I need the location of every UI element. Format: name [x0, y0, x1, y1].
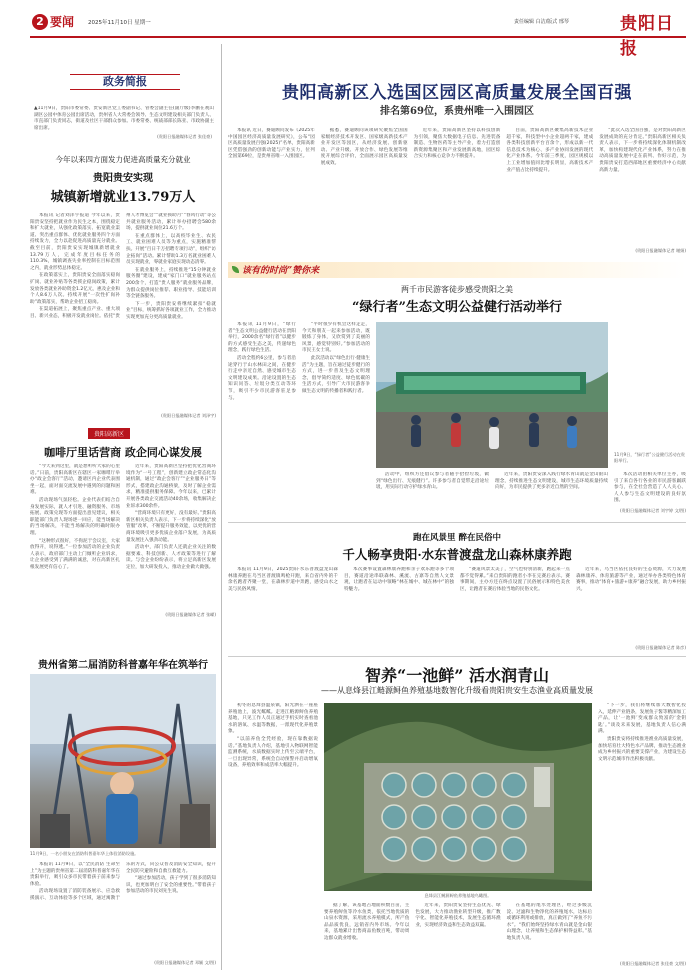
issue-date: 2025年11月10日 星期一 — [88, 20, 151, 26]
employment-paragraph: 在就业服务上，持续推进“15分钟就业服务圈”建设，建成“家门口”就业服务站点200余个，打造“贵人服务”就业服务品牌，为群众提供岗位推荐、职业指导、技能培训等全链条服务。 — [126, 267, 216, 300]
fisheries-paragraph: 贵阳贵安将持续推进渔业高质量发展，加快培育壮大特色水产品牌，推动生态渔业成为乡村振兴的重要支撑产业，为建设生态文明示范城市作出积极贡献。 — [598, 736, 686, 762]
greenwalk-photo-caption: 11月9日，“绿行者”公益健行活动在贵阳举行。 — [614, 452, 685, 463]
park-subtitle: 排名第69位，系贵州唯一入围园区 — [380, 106, 534, 117]
greenwalk-paragraph: 近年来，贵阳贵安深入践行绿水青山就是金山银山理念，持续推进生态文明建设，城市生态环境质量持续向好，为市民提供了更多亲近自然的空间。 — [495, 472, 608, 491]
employment-article — [30, 146, 216, 426]
greenwalk-title: “绿行者”生态文明公益健行活动举行 — [352, 300, 562, 315]
page-number-badge: 2 — [32, 14, 48, 30]
greenwalk-article — [228, 282, 686, 518]
brief-title-bar — [70, 74, 180, 90]
greenwalk-body-left — [228, 322, 370, 514]
fisheries-photo — [324, 703, 592, 891]
firesafety-paragraph: “通过参加活动，孩子学到了很多消防知识，也更加明白了安全的重要性。”带着孩子参加活动的市民刘先生说。 — [126, 876, 216, 895]
park-article — [228, 44, 686, 260]
employment-title-2: 城镇新增就业13.79万人 — [50, 190, 196, 205]
marathon-body — [228, 567, 686, 647]
fisheries-body-left — [228, 703, 318, 965]
cafe-byline: (贵阳日报融媒体记者 张嵘) — [165, 612, 216, 617]
park-body — [228, 128, 686, 250]
greenwalk-byline: (贵阳日报融媒体记者 刘宇婷 文/图) — [620, 508, 686, 513]
fisheries-body-right — [598, 703, 686, 957]
masthead — [26, 10, 690, 59]
park-paragraph: 目前，贵阳高新区聚集高新技术企业超千家，科技型中小企业超两千家，建成各类科技创新平台百余个，形成以新一代信息技术为核心、多产业协同发展的现代化产业体系。今年前三季度，园区规模以上工业增加值同比增长明显，高新技术产业产值占比持续提升。 — [506, 128, 594, 173]
newspaper-logo: 贵阳日报 — [620, 14, 674, 59]
greenwalk-body-right — [614, 472, 686, 506]
brief-body: ▲11月9日，贵阳市委常委、贵安新区党工委副书记、管委会副主任(副厅级)李鹏在观山湖区公园中体育公园出席活动，贵州省人大常委会领导、生态文明建设相关部门负责人、市直部门负责同志，街道及社区干部群众参加。市委常委、统战部部长陈亚、市政协副主席出席。 — [34, 106, 214, 131]
fisheries-photo-art — [324, 703, 592, 891]
masthead-rule — [30, 36, 686, 38]
firesafety-paragraph: 本报讯 11月9日，以“全民消防 生命至上”为主题的贵州省第二届消防科普嘉年华在贵阳举行，吸引众多市民带着孩子前来参与体验。 — [30, 862, 120, 887]
employment-paragraph: 在渠道拓展上，聚焦重点产业、重大项目、新兴业态，积极开发就业岗位。依托“贵州人才博览会”“就业援助月”“春风行动”等公共就业服务活动，累计举办招聘会580余场，提供就业岗位21.6万个。 — [30, 213, 216, 319]
band-leaf-icon — [232, 266, 239, 273]
firesafety-photo — [30, 674, 216, 848]
fisheries-photo-caption: 息烽县江鲢源鲟鱼养殖基地鸟瞰图。 — [424, 893, 492, 898]
firesafety-photo-art — [30, 674, 216, 848]
column-divider — [221, 44, 222, 970]
firesafety-byline: (贵阳日报融媒体记者 邓颖 文/图) — [154, 960, 216, 965]
brief-box — [30, 76, 216, 142]
marathon-paragraph: 近年来，乌当区依托良好的生态资源，大力发展森林康养、体育旅游等产业，通过举办各类特色体育赛事，推动“体育+旅游+康养”融合发展，助力乡村振兴。 — [576, 567, 686, 592]
marathon-title: 千人畅享贵阳·水东普渡盘龙山森林康养跑 — [342, 547, 572, 562]
marathon-paragraph: 本报讯 11月9日，2025贵阳·水东普渡盘龙山森林康养跑在乌当区普渡镇鸣枪开跑，来自省内外的千余名跑者齐聚一堂，在森林步道中奔跑，感受山水之美与民俗风情。 — [228, 567, 338, 592]
section-label: 要闻 — [50, 15, 75, 29]
fisheries-paragraph: 在基地的尾水处理区，经过多级沉淀、过滤和生物净化的养殖尾水，达标后或循环利用或排放，真正做到了“养鱼不污水”。“我们始终坚持绿水青山就是金山银山理念，让养殖和生态保护相得益彰。”基地负责人说。 — [506, 903, 592, 941]
civilization-band — [228, 262, 686, 278]
fisheries-subtitle: ——从息烽县江鲢源鲟鱼养殖基地数智化升级看贵阳贵安生态渔业高质量发展 — [321, 686, 593, 695]
firesafety-photo-caption: 11月9日，一名小朋友在消防科普嘉年华上体验消防设施。 — [30, 851, 139, 856]
fisheries-paragraph: “下一步，我们将继续加大数智化投入，延伸产业链条，发展鱼子酱等精深加工产品，让‘一池鲜’变成群众致富的‘金钥匙’。”谈及未来发展，基地负责人信心满满。 — [598, 703, 686, 735]
greenwalk-kicker: 两千市民游客徒步感受贵阳之美 — [401, 285, 513, 294]
cafe-paragraph: “这种形式很好，不拘泥于会议室，大家放得开，说得透。”一位参加活动的企业负责人表示，政府部门主动上门倾听企业诉求，让企业感受到了满满的诚意，对在高新区扎根发展更有信心了。 — [30, 538, 120, 570]
cafe-body — [30, 464, 216, 614]
firesafety-paragraph: 活动现场设置了消防装备展示、应急救援演示、互动体验等多个区域，通过寓教于乐的方式，向公众普及消防安全知识，提升全民防灾避险和自救互救能力。 — [30, 862, 216, 901]
cafe-paragraph: “营商环境只有更好，没有最好。”贵阳高新区相关负责人表示，下一步将持续深化“放管服”改革，不断提升服务效能，以更优的营商环境吸引更多优质企业落户发展，为高质量发展注入强劲动能。 — [126, 511, 216, 543]
firesafety-body — [30, 862, 216, 962]
employment-body — [30, 213, 216, 413]
greenwalk-paragraph: 活动中，组织方还倡议参与者随手拾捡垃圾，做到“绿色出行、无痕健行”。许多参与者自觉带走沿途垃圾，用实际行动守护绿水青山。 — [376, 472, 489, 491]
marathon-kicker: 跑在风景里 醉在民俗中 — [413, 533, 501, 543]
cafe-article — [30, 428, 216, 620]
park-paragraph: 本报讯 近日，赛迪顾问发布《2025年中国园区经济高质量发展研究》，公布“园区高质量发展百强(2025)”名单，贵阳高新区凭借强劲的创新动能与产业实力，位列全国第69位，是贵州省唯一入围园区。 — [228, 128, 315, 160]
fisheries-article — [228, 656, 686, 970]
park-paragraph: “此次入选全国百强，是对贵阳高新区发展成效的充分肯定。”贵阳高新区相关负责人表示，下一步将持续深化体制机制改革，加快构建现代化产业体系，努力在推动高质量发展中走在前列、作好示范，为贵阳贵安打造西部地区重要经济中心贡献高新力量。 — [599, 128, 686, 173]
park-paragraph: 据悉，赛迪顾问该项研究聚焦全国国家级经济技术开发区、国家级高新技术产业开发区等园区，从经济发展、创新驱动、产业升级、开放合作、绿色发展等维度开展综合评价，全面展示园区高质量发展成效。 — [320, 128, 408, 166]
fisheries-title: 智养“一池鲜” 活水润青山 — [365, 666, 549, 685]
employment-paragraph: 在重点群体上，以高校毕业生、农民工、就业困难人员等为重点，实施精准帮扶。开展“百日千万招聘专项行动”，组织“访企拓岗”活动。累计帮助1.3万名就业困难人员实现就业，零就业家庭实现动态清零。 — [126, 233, 216, 266]
greenwalk-paragraph: 本报讯 11月9日，“绿行者”生态文明公益健行活动在贵阳举行，2000余名“绿行者”以健步的方式感受生态之美，传递绿色理念，践行绿色生活。 — [228, 322, 296, 354]
greenwalk-photo-art — [376, 322, 608, 468]
brief-title: 政务简报 — [103, 75, 147, 88]
greenwalk-paragraph: 本次活动由相关单位主办，吸引了来自各行各业的市民游客踊跃参与，在全社会营造了人人关心、人人参与生态文明建设的良好氛围。 — [614, 472, 686, 504]
cafe-paragraph: 活动中，部门负责人还就企业关注的数据要素、科技创新、人才政策等进行了解读。与会企业纷纷表示，将立足高新区发展定位，加大研发投入，推动企业做大做强。 — [126, 545, 216, 570]
civilization-band-label: 该有的时尚”赞你来 — [242, 266, 320, 276]
brief-byline: (贵阳日报融媒体记者 张佳豪) — [157, 134, 212, 139]
greenwalk-paragraph: 此次活动以“绿色出行·健康生活”为主题，旨在通过徒步健行的方式，进一步普及生态文明理念，倡导简约适度、绿色低碳的生活方式，引导广大市民游客争做生态文明的传播者和践行者。 — [302, 355, 370, 394]
fisheries-body-bottom — [324, 903, 592, 965]
park-byline: (贵阳日报融媒体记者 谢娟) — [635, 248, 686, 253]
cafe-section-label: 贵阳高新区 — [88, 428, 130, 439]
fisheries-byline: (贵阳日报融媒体记者 张佳豪 文/图) — [620, 961, 686, 966]
employment-paragraph: 在政策落实上，贵阳贵安全面落实稳岗扩岗、就业补贴等各类援企稳岗政策，累计发放各类就业补助资金1.2亿元，惠及企业和个人8.6万人次。持续开展“一次性扩岗补助”政策落实，帮助企业招工稳岗。 — [30, 273, 120, 305]
marathon-byline: (贵阳日报融媒体记者 陈彦) — [635, 645, 686, 650]
fisheries-paragraph: “以前养鱼全凭经验，现在靠数据说话。”基地负责人介绍，基地引入物联网智能监测系统，水质数据实时上传至云端平台，一旦出现异常，系统会自动预警并启动增氧设备，养殖效率和成活率大幅提升。 — [228, 736, 318, 769]
fisheries-paragraph: 初冬的息烽县温泉镇，阳光洒在一座座养殖池上，波光粼粼。走进江鲢源鲟鱼养殖基地，只见工作人员正通过手机实时查看池水的溶氧、水温等数据，一派现代化养殖景象。 — [228, 703, 318, 735]
greenwalk-paragraph: 活动全程约6公里，参与者沿途穿行于山水林田之间，在健步行走中亲近自然、感受城市生态文明建设成果。沿途设置的生态知识问答、垃圾分类互动等环节，吸引不少市民游客驻足参与。 — [228, 355, 296, 401]
greenwalk-paragraph: “平时很少有机会这样走走，今天和朋友一起来参加活动，既锻炼了身体，又欣赏到了美丽的风景，感觉特别好。”参加活动的市民王女士说。 — [302, 322, 370, 354]
firesafety-title: 贵州省第二届消防科普嘉年华在筑举行 — [38, 660, 208, 671]
employment-kicker: 今年以来四方面发力促进高质量充分就业 — [55, 155, 191, 164]
marathon-paragraph: “赛道风景太美了，空气也特别清新，跑起来一点都不觉得累。”来自贵阳的跑者小李在完赛后表示。赛事期间，主办方还在终点设置了民俗展示和特色美食区，让跑者在赛后体验当地的民俗文化。 — [460, 567, 570, 592]
marathon-paragraph: 本次赛事设置森林康养跑和亲子欢乐跑等多个项目，赛道沿途串联森林、溪流、古寨等自然人文景观，让跑者在运动中领略“林在城中、城在林中”的独特魅力。 — [344, 567, 454, 592]
employment-title-1: 贵阳贵安实现 — [93, 173, 153, 184]
fisheries-paragraph: 据了解，该基地占地面积数百亩，主要养殖鲟鱼等冷水鱼类，依托当地优质的山泉水资源，采用流水养殖模式，所产鱼品品质优良，远销省内外市场。今年以来，基地累计出售商品鱼数百吨，带动周边群众就业增收。 — [324, 903, 410, 941]
cafe-paragraph: 活动现场气氛轻松。企业代表们结合自身发展实际，就人才引进、融资服务、市场拓展、政策兑现等方面提出意见建议，相关职能部门负责人现场逐一回应，能当场解决的当场解决，不能当场解决的明确时限办理。 — [30, 497, 120, 536]
park-title: 贵阳高新区入选国区园区高质量发展全国百强 — [282, 83, 632, 103]
employment-byline: (贵阳日报融媒体记者 刘泽宇) — [161, 413, 216, 418]
employment-paragraph: 本报讯 记者刘泽宇报道 今年以来，贵阳贵安坚持把就业作为民生之本，围绕稳定和扩大就业，从强化政策落实、拓宽就业渠道、突出重点群体、优化就业服务四个方面持续发力，全力以赴促进高质量充分就业。截至目前，贵阳贵安实现城镇新增就业13.79万人，完成年度目标任务的110.3%，城镇调查失业率控制在目标范围之内，就业形势总体稳定。 — [30, 213, 120, 271]
employment-paragraph: 下一步，贵阳贵安将继续紧扣“稳就业”目标，统筹抓好各项就业工作，全力推动实现更加充分更高质量就业。 — [126, 301, 216, 320]
cafe-paragraph: 近年来，贵阳高新区坚持把优化营商环境作为“一号工程”，创新建立政企常态化沟通机制，通过“政企会客厅”“企业服务日”等形式，搭建政企沟通桥梁，及时了解企业需求，精准提供服务保障。今年以来，已累计开展各类政企交流活动40余场，收集解决企业诉求300余件。 — [126, 464, 216, 509]
fisheries-paragraph: 近年来，贵阳贵安坚持生态优先、绿色发展，大力推动渔业转型升级，推广数字化、智能化养殖技术，发展生态循环渔业，实现经济效益和生态效益双赢。 — [415, 903, 501, 928]
cafe-title: 咖啡厅里话营商 政企同心谋发展 — [44, 446, 202, 459]
cafe-paragraph: “今天来到这里，就是想听听大家的心里话。”日前，贵阳高新区在辖区一家咖啡厅举办“政企会客厅”活动，邀请区内企业代表围坐一起，面对面交流发展中遇到的问题和困难。 — [30, 464, 120, 496]
firesafety-article — [30, 626, 216, 970]
greenwalk-photo — [376, 322, 608, 468]
editors-line: 责任编辑 白洁/版式 邢琴 — [514, 19, 569, 25]
park-paragraph: 近年来，贵阳高新区坚持以科技创新为引领，聚焦大数据电子信息、先进装备制造、生物医药等主导产业，着力打造创新资源集聚区和产业发展新高地，园区综合实力和核心竞争力不断提升。 — [413, 128, 501, 160]
marathon-article — [228, 522, 686, 654]
